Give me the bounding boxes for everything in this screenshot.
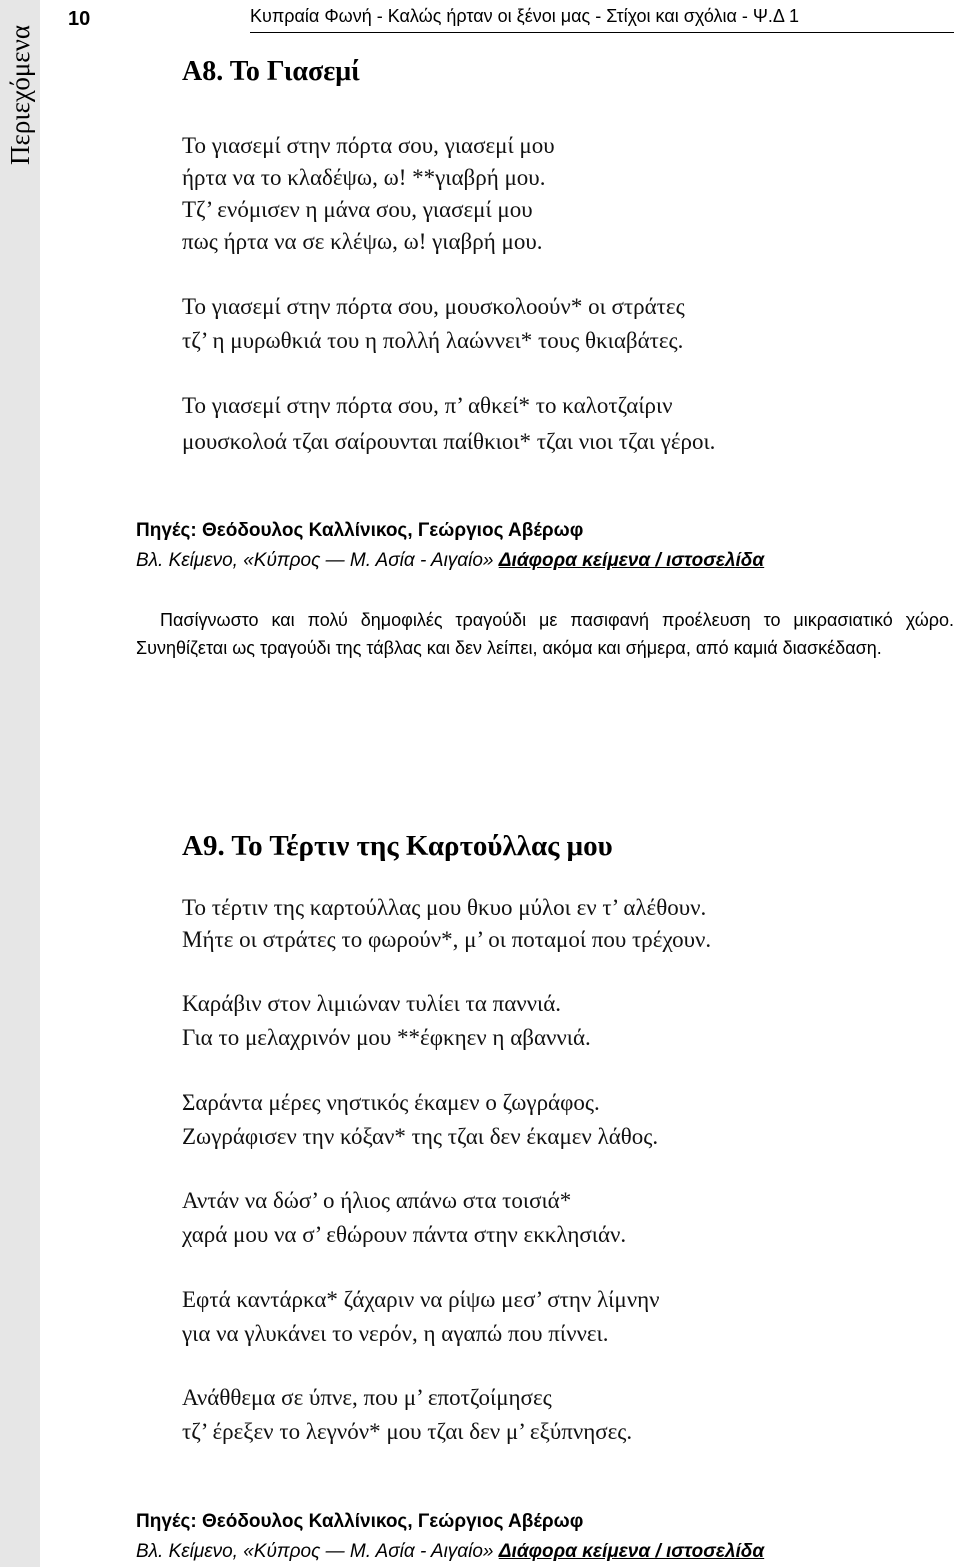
song-a9-title: Α9. Το Τέρτιν της Καρτούλλας μου [182,830,613,862]
sources-reference-text: Βλ. Κείμενο, «Κύπρος — Μ. Ασία - Αιγαίο» [136,550,499,571]
header-rule [250,32,954,33]
sources-reference [136,1537,764,1567]
contents-tab[interactable] [3,0,37,190]
verse-line: Τζ’ ενόμισεν η μάνα σου, γιασεμί μου [182,197,533,222]
song-a8-stanza-2 [182,290,685,358]
sources-authors: Πηγές: Θεόδουλος Καλλίνικος, Γεώργιος Αβέρωφ [136,1511,584,1532]
verse-line: τζ’ έρεξεν το λεγνόν* μου τζαι δεν μ’ εξύπνησες. [182,1419,633,1444]
song-a9-stanza-5 [182,1283,660,1351]
sidebar [0,0,40,1567]
verse-line: χαρά μου να σ’ εθώρουν πάντα στην εκκλησιάν. [182,1222,627,1247]
verse-line: Το γιασεμί στην πόρτα σου, γιασεμί μου [182,133,555,158]
verse-line: Εφτά καντάρκα* ζάχαριν να ρίψω μεσ’ στην λίμνην [182,1287,660,1312]
verse-line: για να γλυκάνει το νερόν, η αγαπώ που πίννει. [182,1321,609,1346]
sources-reference-text: Βλ. Κείμενο, «Κύπρος — Μ. Ασία - Αιγαίο» [136,1541,499,1562]
song-a8-note: Πασίγνωστο και πολύ δημοφιλές τραγούδι με πασιφανή προέλευση το μικρασιατικό χώρο. Συνηθίζεται ως τραγούδι της τάβλας και δεν λείπει, ακόμα και σήμερα, από καμιά διασκέδαση. [136,610,954,658]
song-a9-stanza-1 [182,892,711,956]
page-number: 10 [68,8,91,30]
verse-line: τζ’ η μυρωθκιά του η πολλή λαώννει* τους θκιαβάτες. [182,328,684,353]
song-a8-stanza-1 [182,130,555,258]
sources-website-link[interactable]: Διάφορα κείμενα / ιστοσελίδα [498,1541,765,1562]
verse-line: Το τέρτιν της καρτούλλας μου θκυο μύλοι εν τ’ αλέθουν. [182,895,707,920]
verse-line: ήρτα να το κλαδέψω, ω! **γιαβρή μου. [182,165,546,190]
sources-authors: Πηγές: Θεόδουλος Καλλίνικος, Γεώργιος Αβέρωφ [136,520,584,541]
verse-line: Για το μελαχρινόν μου **έφκηεν η αβαννιά. [182,1025,591,1050]
verse-line: Το γιασεμί στην πόρτα σου, μουσκολοούν* οι στράτες [182,294,685,319]
song-a9-stanza-6 [182,1381,632,1449]
verse-line: Αντάν να δώσ’ ο ήλιος απάνω στα τοισιά* [182,1188,572,1213]
song-a8-title: Α8. Το Γιασεμί [182,56,360,87]
song-a9-sources [136,1507,764,1567]
song-a9-stanza-4 [182,1184,626,1252]
running-header: Κυπραία Φωνή - Καλώς ήρταν οι ξένοι μας - Στίχοι και σχόλια - Ψ.Δ 1 [250,6,799,26]
verse-line: μουσκολοά τζαι σαίρουνται παίθκιοι* τζαι νιοι τζαι γέροι. [182,429,716,454]
verse-line: Ζωγράφισεν την κόξαν* της τζαι δεν έκαμεν λάθος. [182,1124,659,1149]
song-a8-stanza-3 [182,388,715,460]
verse-line: Καράβιν στον λιμιώναν τυλίει τα παννιά. [182,991,562,1016]
sources-reference [136,546,764,576]
contents-tab-label: Περιεχόμενα [4,25,35,165]
sources-website-link[interactable]: Διάφορα κείμενα / ιστοσελίδα [498,550,765,571]
verse-line: Μήτε οι στράτες το φωρούν*, μ’ οι ποταμοί που τρέχουν. [182,927,712,952]
verse-line: πως ήρτα να σε κλέψω, ω! γιαβρή μου. [182,229,543,254]
verse-line: Το γιασεμί στην πόρτα σου, π’ αθκεί* το καλοτζαίριν [182,393,673,418]
verse-line: Σαράντα μέρες νηστικός έκαμεν ο ζωγράφος. [182,1090,600,1115]
song-a9-stanza-2 [182,987,591,1055]
song-a9-stanza-3 [182,1086,658,1154]
verse-line: Ανάθθεμα σε ύπνε, που μ’ εποτζοίμησες [182,1385,552,1410]
song-a8-sources [136,516,764,576]
